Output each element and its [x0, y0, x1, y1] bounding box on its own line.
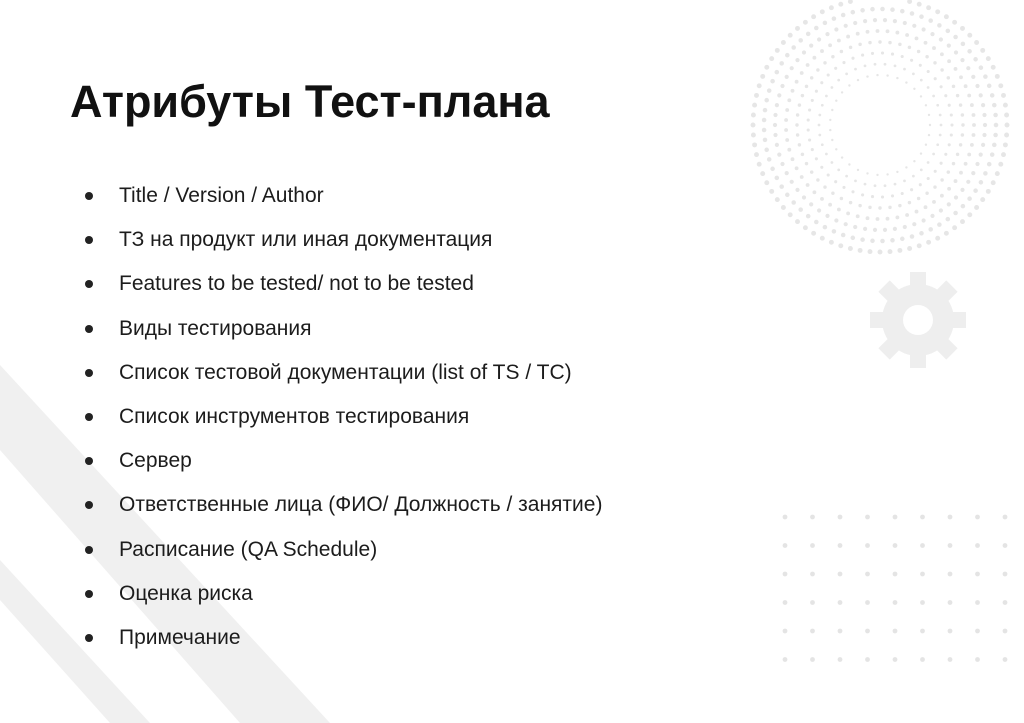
list-item-text: Ответственные лица (ФИО/ Должность / занятие) [119, 493, 603, 517]
list-item-text: Features to be tested/ not to be tested [119, 272, 474, 296]
bullet-list [0, 174, 602, 660]
bullet-icon [85, 457, 93, 465]
bullet-icon [85, 634, 93, 642]
list-item-text: Примечание [119, 625, 241, 649]
list-item-text: Виды тестирования [119, 316, 312, 340]
page-title: Атрибуты Тест-плана [70, 76, 550, 127]
bullet-icon [85, 325, 93, 333]
dot-grid-pattern [783, 515, 1008, 662]
list-item-text: Оценка риска [119, 581, 253, 605]
list-item [0, 174, 602, 218]
list-item-text: Список тестовой документации (list of TS / TC) [119, 360, 572, 384]
list-item-text: Title / Version / Author [119, 184, 324, 207]
bullet-icon [85, 501, 93, 509]
list-item [0, 572, 602, 616]
list-item [0, 351, 602, 395]
list-item [0, 218, 602, 262]
list-item-text: Список инструментов тестирования [119, 404, 470, 428]
list-item [0, 262, 602, 306]
bullet-icon [85, 369, 93, 377]
list-item [0, 439, 602, 483]
list-item-text: Сервер [119, 449, 192, 473]
list-item-text: ТЗ на продукт или иная документация [119, 228, 493, 252]
bullet-icon [85, 546, 93, 554]
bullet-icon [85, 280, 93, 288]
list-item [0, 307, 602, 351]
dotted-circle-ornament [751, 0, 1010, 254]
list-item-text: Расписание (QA Schedule) [119, 537, 378, 561]
list-item [0, 616, 602, 660]
list-item [0, 528, 602, 572]
gear-icon [870, 272, 966, 368]
bullet-icon [85, 192, 93, 200]
bullet-icon [85, 413, 93, 421]
bullet-icon [85, 236, 93, 244]
list-item [0, 395, 602, 439]
bullet-icon [85, 590, 93, 598]
list-item [0, 483, 602, 527]
